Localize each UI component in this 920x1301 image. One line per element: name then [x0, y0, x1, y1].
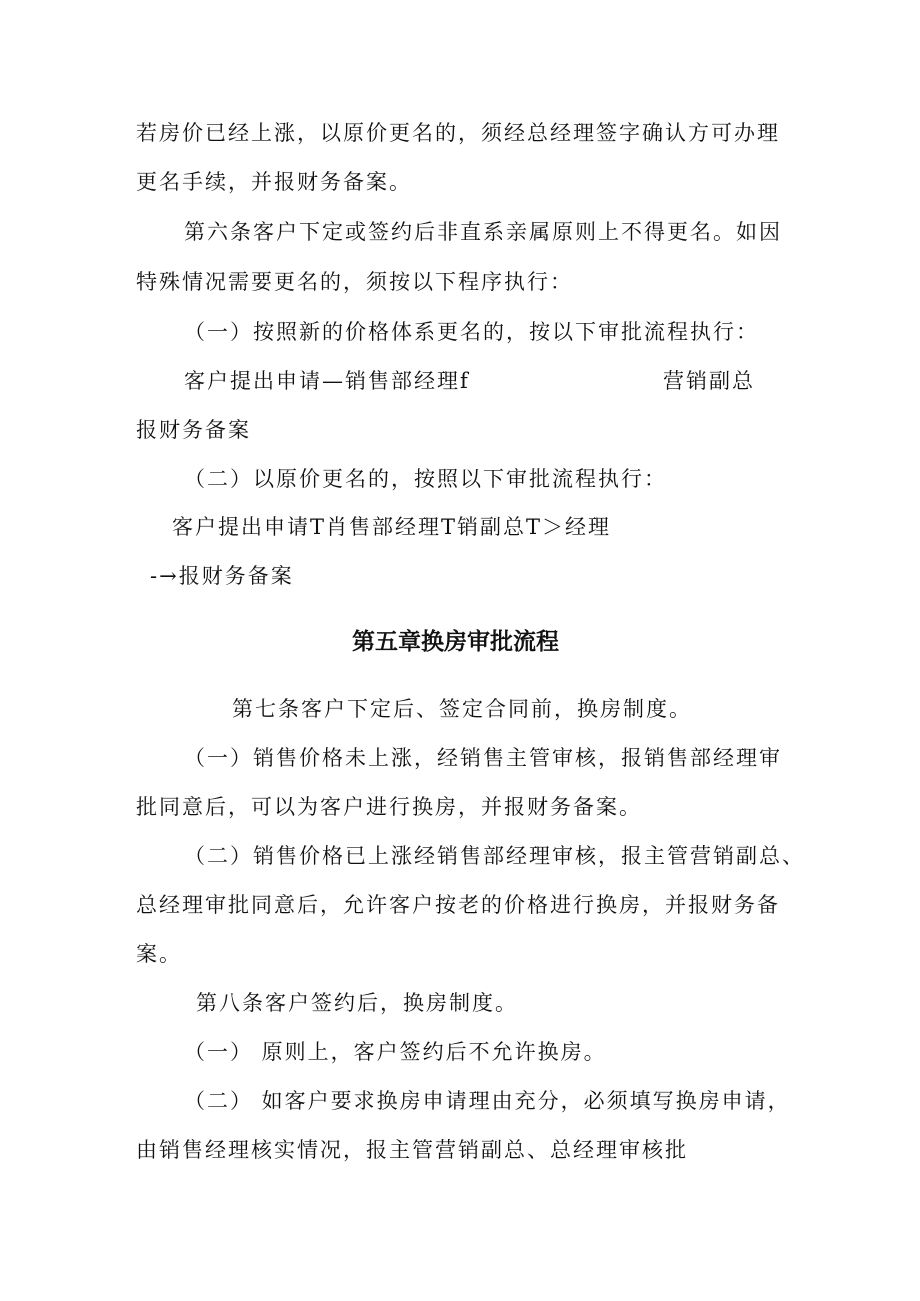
text-line: 总经理审批同意后，允许客户按老的价格进行换房，并报财务备: [136, 893, 780, 917]
text-line: （一）销售价格未上涨，经销售主管审核，报销售部经理审: [184, 746, 782, 770]
text-line: 特殊情况需要更名的，须按以下程序执行：: [136, 270, 573, 294]
text-line: （一）按照新的价格体系更名的，按以下审批流程执行：: [184, 320, 759, 344]
text-line: 由销售经理核实情况，报主管营销副总、总经理审核批: [136, 1138, 688, 1162]
text-line: 第七条客户下定后、签定合同前，换房制度。: [232, 697, 692, 721]
text-line: （一） 原则上，客户签约后不允许换房。: [184, 1040, 607, 1064]
text-line: 批同意后，可以为客户进行换房，并报财务备案。: [136, 795, 642, 819]
text-line: 若房价已经上涨，以原价更名的，须经总经理签字确认方可办理: [136, 121, 780, 145]
text-line: （二）销售价格已上涨经销售部经理审核，报主管营销副总、: [184, 844, 805, 868]
text-line: 第八条客户签约后，换房制度。: [196, 991, 518, 1015]
text-line: 客户提出申请T肖售部经理T销副总T＞经理: [172, 515, 612, 539]
chapter-heading: 第五章换房审批流程: [352, 629, 559, 655]
text-line: （二） 如客户要求换房申请理由充分，必须填写换房申请，: [184, 1089, 791, 1113]
text-line: 营销副总: [663, 369, 755, 393]
text-line: 报财务备案: [136, 418, 251, 442]
text-line: 案。: [136, 942, 182, 966]
text-line: 更名手续，并报财务备案。: [136, 170, 412, 194]
text-line: 第六条客户下定或签约后非直系亲属原则上不得更名。如因: [184, 220, 782, 244]
text-line: （二）以原价更名的，按照以下审批流程执行：: [184, 467, 667, 491]
text-line: -→报财务备案: [150, 564, 294, 588]
text-line: 客户提出申请—销售部经理f: [184, 369, 470, 393]
